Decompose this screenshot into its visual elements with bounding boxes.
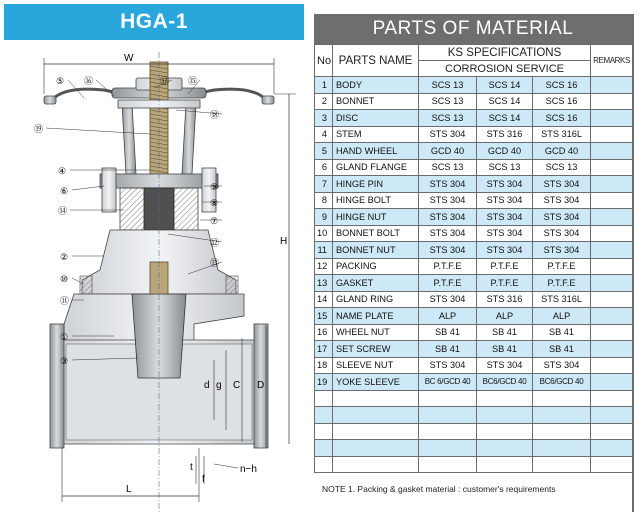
empty-cell — [533, 407, 591, 424]
cell-remarks — [591, 341, 633, 358]
callout-leader — [72, 186, 104, 190]
empty-row — [315, 456, 633, 473]
table-row — [315, 357, 633, 374]
empty-cell — [591, 407, 633, 424]
cell-remarks — [591, 159, 633, 176]
cell-remarks — [591, 275, 633, 292]
table-row — [315, 374, 633, 391]
cell-spec-2: STS 316 — [477, 126, 533, 143]
cell-remarks — [591, 192, 633, 209]
empty-cell — [533, 390, 591, 407]
cell-no: 13 — [315, 275, 333, 292]
callout-label: ⑤ — [56, 76, 65, 86]
cell-no: 7 — [315, 176, 333, 193]
cell-spec-3: STS 304 — [533, 192, 591, 209]
empty-cell — [315, 407, 333, 424]
table-row — [315, 77, 633, 94]
cell-no: 5 — [315, 143, 333, 160]
cell-spec-3: STS 304 — [533, 357, 591, 374]
callout-label: ⑲ — [34, 124, 44, 134]
table-row — [315, 225, 633, 242]
cell-spec-2: STS 304 — [477, 192, 533, 209]
cell-remarks — [591, 77, 633, 94]
cell-spec-2: STS 304 — [477, 357, 533, 374]
empty-cell — [477, 390, 533, 407]
cell-spec-3: SCS 16 — [533, 77, 591, 94]
dimension-bottom — [62, 448, 257, 502]
empty-cell — [315, 423, 333, 440]
empty-row — [315, 440, 633, 457]
cell-remarks — [591, 176, 633, 193]
cell-spec-1: STS 304 — [419, 176, 477, 193]
dimension-h — [274, 94, 296, 444]
dim-label-d: D — [257, 380, 265, 391]
cell-spec-2: SB 41 — [477, 341, 533, 358]
table-row — [315, 242, 633, 259]
cell-no: 12 — [315, 258, 333, 275]
cell-part-name: SLEEVE NUT — [333, 357, 419, 374]
cell-part-name: PACKING — [333, 258, 419, 275]
dim-label-l: L — [126, 484, 132, 495]
drawing-panel — [4, 4, 304, 520]
dim-label-t: t — [190, 462, 193, 473]
cell-remarks — [591, 324, 633, 341]
cell-part-name: BODY — [333, 77, 419, 94]
cell-spec-3: P.T.F.E — [533, 275, 591, 292]
cell-spec-1: SCS 13 — [419, 93, 477, 110]
cell-spec-2: BC6/GCD 40 — [477, 374, 533, 391]
cell-part-name: WHEEL NUT — [333, 324, 419, 341]
empty-row — [315, 407, 633, 424]
callout-label: ⑧ — [210, 198, 219, 208]
cell-spec-1: BC 6/GCD 40 — [419, 374, 477, 391]
cell-spec-3: SCS 13 — [533, 159, 591, 176]
empty-cell — [419, 423, 477, 440]
cell-spec-1: SCS 13 — [419, 110, 477, 127]
cell-spec-2: STS 304 — [477, 225, 533, 242]
cell-spec-1: SB 41 — [419, 341, 477, 358]
parts-panel — [314, 14, 634, 512]
cell-spec-1: STS 304 — [419, 357, 477, 374]
cell-spec-2: SCS 14 — [477, 110, 533, 127]
cell-spec-1: STS 304 — [419, 291, 477, 308]
empty-cell — [591, 440, 633, 457]
empty-cell — [419, 440, 477, 457]
cell-remarks — [591, 291, 633, 308]
cell-spec-1: STS 304 — [419, 126, 477, 143]
callout-label: ⑫ — [210, 238, 220, 248]
cell-no: 4 — [315, 126, 333, 143]
cell-spec-3: SCS 16 — [533, 93, 591, 110]
dim-label-d-small: d — [204, 380, 210, 391]
dim-label-g: g — [216, 380, 222, 391]
cell-spec-1: SCS 13 — [419, 77, 477, 94]
dim-label-f: f — [202, 474, 205, 485]
cell-part-name: BONNET NUT — [333, 242, 419, 259]
cell-spec-1: STS 304 — [419, 242, 477, 259]
cell-spec-2: P.T.F.E — [477, 275, 533, 292]
dim-label-c: C — [233, 380, 241, 391]
callout-leader — [46, 128, 150, 134]
callout-label: ② — [60, 252, 69, 262]
table-row — [315, 110, 633, 127]
cell-no: 2 — [315, 93, 333, 110]
cell-no: 6 — [315, 159, 333, 176]
cell-spec-3: BC6/GCD 40 — [533, 374, 591, 391]
cell-part-name: NAME PLATE — [333, 308, 419, 325]
callout-label: ⑭ — [58, 206, 68, 216]
header-no: No — [315, 45, 333, 77]
cell-spec-1: STS 304 — [419, 192, 477, 209]
cell-spec-1: ALP — [419, 308, 477, 325]
cell-no: 3 — [315, 110, 333, 127]
cell-spec-1: GCD 40 — [419, 143, 477, 160]
table-row — [315, 341, 633, 358]
callout-label: ⑮ — [188, 76, 198, 86]
cell-spec-1: P.T.F.E — [419, 275, 477, 292]
callout-label: ④ — [58, 166, 67, 176]
empty-cell — [315, 456, 333, 473]
cell-remarks — [591, 242, 633, 259]
empty-cell — [419, 456, 477, 473]
cell-spec-2: STS 304 — [477, 176, 533, 193]
cell-no: 19 — [315, 374, 333, 391]
cell-spec-1: STS 304 — [419, 209, 477, 226]
cell-spec-3: STS 316L — [533, 291, 591, 308]
empty-cell — [333, 456, 419, 473]
header-remarks: REMARKS — [591, 45, 633, 77]
cell-part-name: DISC — [333, 110, 419, 127]
cell-spec-2: SCS 14 — [477, 93, 533, 110]
header-parts-name: PARTS NAME — [333, 45, 419, 77]
cell-no: 11 — [315, 242, 333, 259]
cell-spec-2: STS 304 — [477, 242, 533, 259]
empty-cell — [315, 390, 333, 407]
cell-spec-3: ALP — [533, 308, 591, 325]
cell-no: 17 — [315, 341, 333, 358]
empty-cell — [477, 423, 533, 440]
cell-no: 10 — [315, 225, 333, 242]
cell-spec-3: P.T.F.E — [533, 258, 591, 275]
table-row — [315, 192, 633, 209]
table-row — [315, 209, 633, 226]
cell-spec-2: P.T.F.E — [477, 258, 533, 275]
cell-part-name: BONNET BOLT — [333, 225, 419, 242]
empty-cell — [333, 390, 419, 407]
cell-spec-3: STS 316L — [533, 126, 591, 143]
table-row — [315, 324, 633, 341]
cell-remarks — [591, 357, 633, 374]
cell-spec-3: STS 304 — [533, 176, 591, 193]
cell-part-name: GLAND FLANGE — [333, 159, 419, 176]
cell-part-name: STEM — [333, 126, 419, 143]
parts-table-body — [315, 77, 633, 473]
cell-part-name: GLAND RING — [333, 291, 419, 308]
cell-part-name: SET SCREW — [333, 341, 419, 358]
parts-table — [314, 44, 633, 473]
cell-spec-3: SB 41 — [533, 324, 591, 341]
cell-spec-3: SB 41 — [533, 341, 591, 358]
empty-cell — [477, 407, 533, 424]
cell-no: 18 — [315, 357, 333, 374]
empty-cell — [591, 456, 633, 473]
cell-part-name: HAND WHEEL — [333, 143, 419, 160]
table-row — [315, 258, 633, 275]
dim-label-nh: n−h — [240, 464, 257, 475]
cell-remarks — [591, 374, 633, 391]
header-corrosion-service: CORROSION SERVICE — [419, 61, 591, 77]
cell-part-name: HINGE BOLT — [333, 192, 419, 209]
callout-label: ⑯ — [84, 76, 94, 86]
empty-cell — [419, 390, 477, 407]
callout-label: ⑩ — [60, 274, 69, 284]
callout-leader — [96, 80, 114, 96]
cell-spec-2: GCD 40 — [477, 143, 533, 160]
callout-label: ⑰ — [160, 76, 170, 86]
dim-label-w: W — [124, 53, 134, 64]
table-row — [315, 93, 633, 110]
cell-remarks — [591, 209, 633, 226]
cell-no: 1 — [315, 77, 333, 94]
header-ks-specifications: KS SPECIFICATIONS — [419, 45, 591, 61]
empty-cell — [333, 440, 419, 457]
empty-row — [315, 390, 633, 407]
cell-remarks — [591, 225, 633, 242]
callout-label: ⑦ — [210, 216, 219, 226]
empty-cell — [533, 440, 591, 457]
cell-spec-2: ALP — [477, 308, 533, 325]
table-row — [315, 143, 633, 160]
parts-title: PARTS OF MATERIAL — [314, 14, 632, 44]
cell-spec-2: SCS 14 — [477, 77, 533, 94]
cell-no: 9 — [315, 209, 333, 226]
empty-row — [315, 423, 633, 440]
cell-remarks — [591, 110, 633, 127]
callout-label: ⑨ — [210, 182, 219, 192]
cell-part-name: YOKE SLEEVE — [333, 374, 419, 391]
cell-spec-1: P.T.F.E — [419, 258, 477, 275]
footnote: NOTE 1. Packing & gasket material : customer's requirements — [322, 484, 556, 494]
cell-no: 16 — [315, 324, 333, 341]
empty-cell — [591, 423, 633, 440]
cell-part-name: HINGE PIN — [333, 176, 419, 193]
model-title: HGA-1 — [4, 4, 304, 40]
cell-remarks — [591, 126, 633, 143]
cell-spec-3: STS 304 — [533, 242, 591, 259]
callout-label: ① — [60, 332, 69, 342]
cell-no: 15 — [315, 308, 333, 325]
empty-cell — [333, 407, 419, 424]
cell-part-name: GASKET — [333, 275, 419, 292]
empty-cell — [419, 407, 477, 424]
cell-spec-1: STS 304 — [419, 225, 477, 242]
cell-remarks — [591, 143, 633, 160]
cell-no: 8 — [315, 192, 333, 209]
cell-spec-3: STS 304 — [533, 225, 591, 242]
empty-cell — [477, 456, 533, 473]
cell-remarks — [591, 258, 633, 275]
cell-spec-1: SB 41 — [419, 324, 477, 341]
empty-cell — [315, 440, 333, 457]
cell-spec-3: GCD 40 — [533, 143, 591, 160]
cell-spec-1: SCS 13 — [419, 159, 477, 176]
empty-cell — [477, 440, 533, 457]
valve-cross-section-drawing — [4, 44, 304, 520]
cell-spec-3: STS 304 — [533, 209, 591, 226]
callout-label: ⑥ — [60, 186, 69, 196]
cell-spec-2: SCS 13 — [477, 159, 533, 176]
cell-spec-2: STS 304 — [477, 209, 533, 226]
table-row — [315, 126, 633, 143]
empty-cell — [533, 456, 591, 473]
cell-spec-2: SB 41 — [477, 324, 533, 341]
table-row — [315, 308, 633, 325]
callout-label: ⑬ — [210, 258, 220, 268]
cell-part-name: BONNET — [333, 93, 419, 110]
cell-no: 14 — [315, 291, 333, 308]
empty-cell — [333, 423, 419, 440]
dim-label-h: H — [280, 236, 288, 247]
table-row — [315, 176, 633, 193]
cell-spec-2: STS 316 — [477, 291, 533, 308]
callout-label: ⑪ — [60, 296, 70, 306]
empty-cell — [591, 390, 633, 407]
cell-remarks — [591, 308, 633, 325]
table-row — [315, 291, 633, 308]
empty-cell — [533, 423, 591, 440]
table-row — [315, 159, 633, 176]
cell-part-name: HINGE NUT — [333, 209, 419, 226]
callout-label: ⑱ — [210, 110, 220, 120]
callout-label: ③ — [60, 356, 69, 366]
table-row — [315, 275, 633, 292]
cell-remarks — [591, 93, 633, 110]
cell-spec-3: SCS 16 — [533, 110, 591, 127]
